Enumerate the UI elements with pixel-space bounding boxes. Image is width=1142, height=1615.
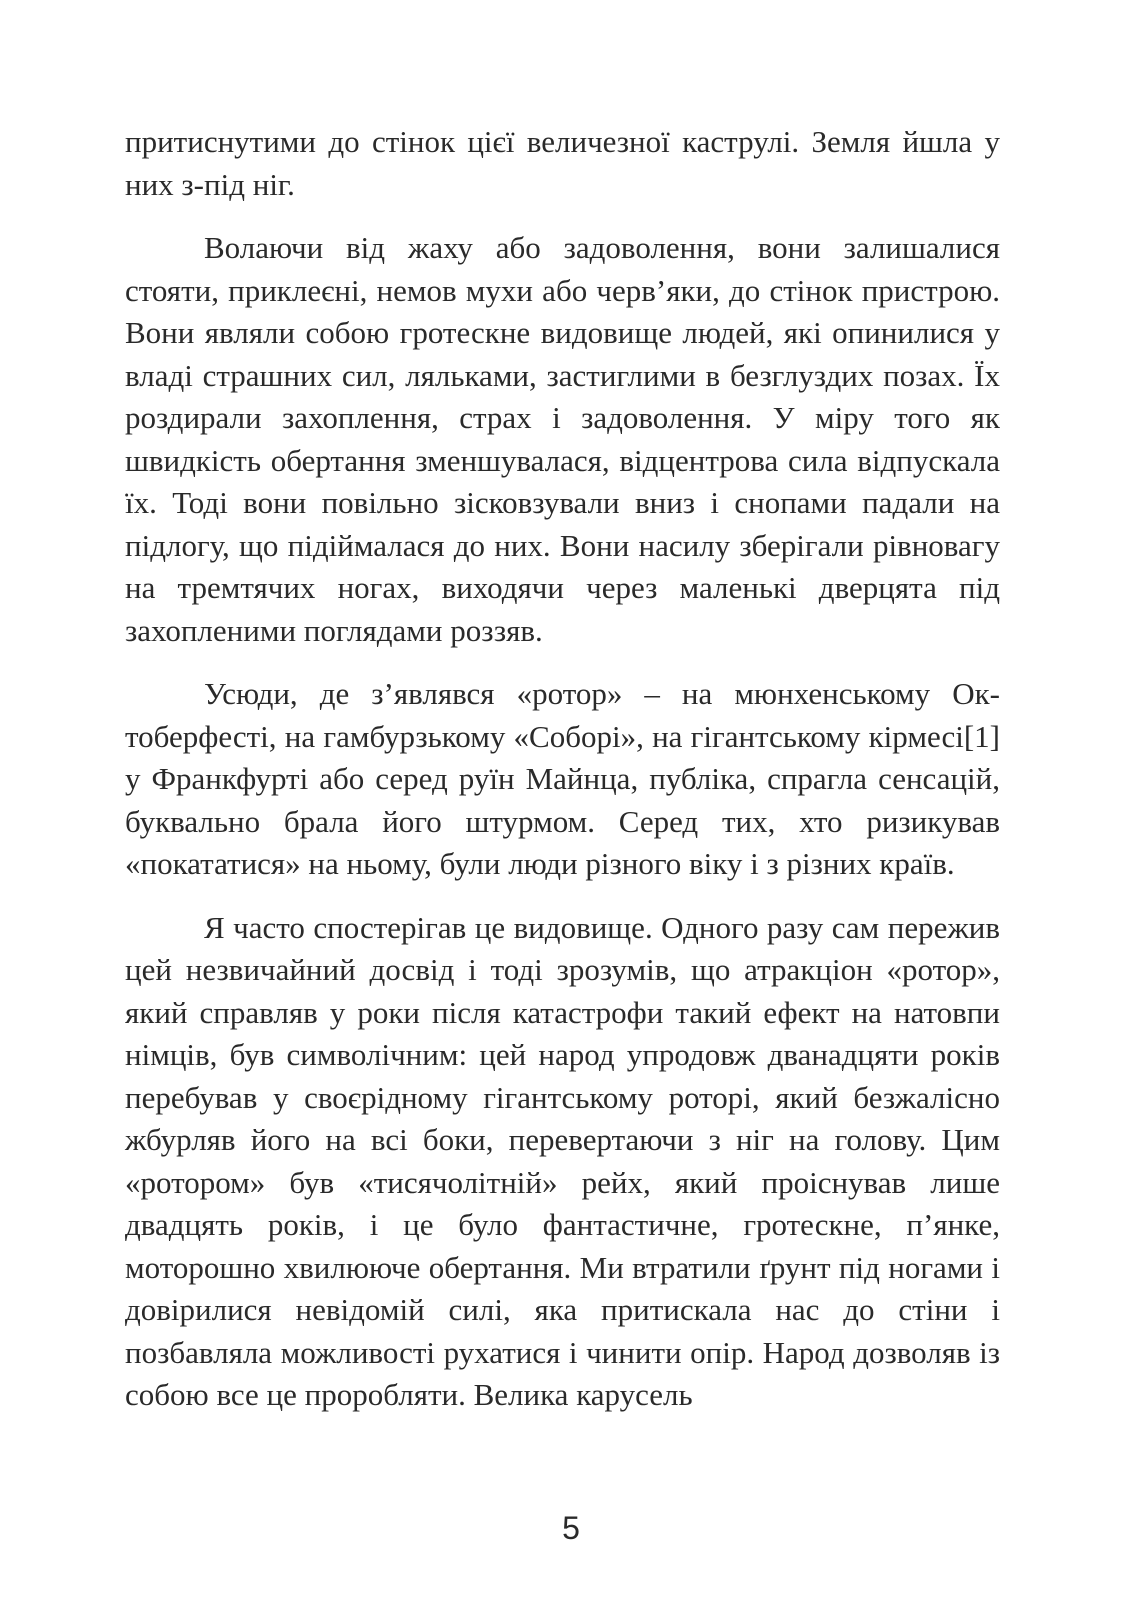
page-number: 5	[562, 1510, 580, 1546]
paragraph-4: Я часто спостерігав це видовище. Одного разу сам пережив цей незвичайний досвід і тоді зрозумів, що атракціон «ротор», який справляв у роки після катастрофи такий ефект на натовпи німців, був символічним: цей народ упродовж дванадцяти років перебував у своєрідному гігантському роторі, який безжалісно жбурляв його на всі боки, перевертаючи з ніг на голову. Цим «ротором» був «тисячолітній» рейх, який проіснував лише двадцять років, і це було фантастичне, гротескне, п’янке, моторошно хвилююче обертання. Ми втратили ґрунт під ногами і довірилися невідомій силі, яка притискала нас до стіни і позбавляла можливості рухатися і чинити опір. Народ дозволяв із собою все це проробляти. Велика карусель	[125, 909, 1000, 1412]
paragraph-2: Волаючи від жаху або задоволення, вони залишалися стояти, приклеєні, немов мухи або черв’яки, до стінок пристрою. Вони являли собою гротескне видовище людей, які опинилися у владі страшних сил, ляльками, застиглими в безглуздих позах. Їх роздирали захоплення, страх і задоволення. У міру того як швидкість обертання зменшувалася, відцентрова сила відпускала їх. Тоді вони повільно зісковзували вниз і снопами падали на підлогу, що підіймалася до них. Вони насилу зберігали рівновагу на тремтячих ногах, виходячи через маленькі дверцята під захопленими поглядами роззяв.	[125, 230, 1000, 648]
paragraph-3: Усюди, де з’являвся «ротор» – на мюнхенському Октоберфесті, на гамбурзькому «Соборі», на гігантському кірмесі[1] у Франкфурті або серед руїн Майнца, публіка, спрагла сенсацій, буквально брала його штурмом. Серед тих, хто ризикував «покататися» на ньому, були люди різного віку і з різних країв.	[125, 676, 1000, 881]
paragraph-1: притиснутими до стінок цієї величезної каструлі. Земля йшла у них з-під ніг.	[125, 124, 1000, 202]
body-text	[125, 121, 1000, 1438]
